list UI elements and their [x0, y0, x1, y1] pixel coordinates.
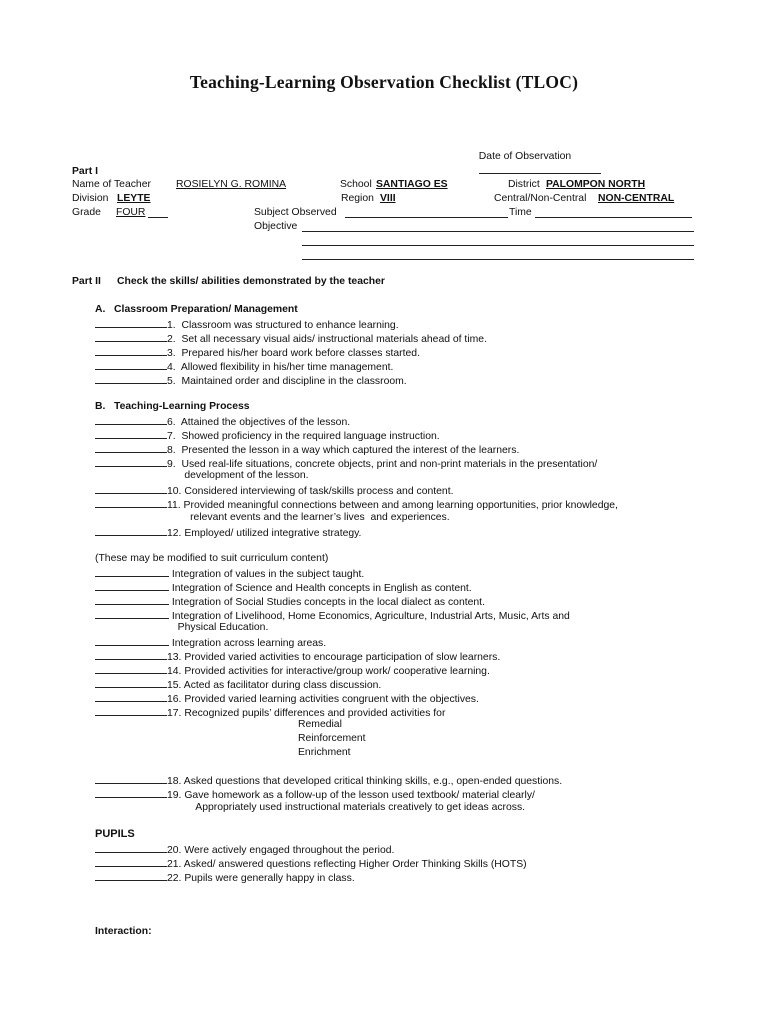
integration-item-continuation: Physical Education.	[169, 622, 269, 633]
check-blank[interactable]	[95, 870, 167, 881]
integration-item: Integration across learning areas.	[95, 635, 326, 650]
checklist-item: 21. Asked/ answered questions reflecting Higher Order Thinking Skills (HOTS)	[95, 856, 527, 871]
checklist-item: 4. Allowed flexibility in his/her time management.	[95, 359, 393, 374]
check-blank[interactable]	[95, 331, 167, 342]
region-value: VIII	[380, 193, 396, 204]
school-label: School	[340, 179, 372, 190]
checklist-item-continuation: Appropriately used instructional materials creatively to get ideas across.	[167, 802, 526, 813]
objective-field-3[interactable]	[302, 259, 694, 260]
central-value: NON-CENTRAL	[598, 193, 675, 204]
check-blank[interactable]	[95, 649, 167, 660]
check-blank[interactable]	[95, 580, 169, 591]
grade-label: Grade	[72, 207, 101, 218]
section-a-heading: A. Classroom Preparation/ Management	[95, 304, 298, 315]
central-label: Central/Non-Central	[494, 193, 587, 204]
school-value: SANTIAGO ES	[376, 179, 448, 190]
check-blank[interactable]	[95, 787, 167, 798]
sub-activity-enrichment: Enrichment	[298, 747, 351, 758]
part1-heading: Part I	[72, 166, 98, 177]
checklist-item: 13. Provided varied activities to encourage participation of slow learners.	[95, 649, 500, 664]
checklist-item-continuation: relevant events and the learner’s lives and experiences.	[167, 512, 450, 523]
check-blank[interactable]	[95, 842, 167, 853]
checklist-item: 10. Considered interviewing of task/skills process and content.	[95, 483, 453, 498]
check-blank[interactable]	[95, 566, 169, 577]
date-field[interactable]	[479, 163, 601, 174]
subject-field[interactable]	[345, 217, 508, 218]
date-of-observation	[473, 137, 601, 178]
checklist-item: 9. Used real-life situations, concrete objects, print and non-print materials in the presentation/	[95, 456, 597, 471]
interaction-heading: Interaction:	[95, 926, 152, 937]
district-value: PALOMPON NORTH	[546, 179, 646, 190]
document-title: Teaching-Learning Observation Checklist (TLOC)	[189, 72, 579, 92]
check-blank[interactable]	[95, 608, 169, 619]
objective-label: Objective	[254, 221, 298, 232]
checklist-item: 2. Set all necessary visual aids/ instructional materials ahead of time.	[95, 331, 487, 346]
check-blank[interactable]	[95, 456, 167, 467]
region-label: Region	[341, 193, 374, 204]
check-blank[interactable]	[95, 663, 167, 674]
checklist-item: 15. Acted as facilitator during class discussion.	[95, 677, 381, 692]
grade-value: FOUR	[116, 207, 146, 218]
checklist-item: 22. Pupils were generally happy in class.	[95, 870, 355, 885]
integration-item: Integration of Social Studies concepts in the local dialect as content.	[95, 594, 485, 609]
checklist-item: 14. Provided activities for interactive/group work/ cooperative learning.	[95, 663, 490, 678]
part2-label: Part II	[72, 276, 101, 287]
checklist-item: 11. Provided meaningful connections between and among learning opportunities, prior knowledge,	[95, 497, 618, 512]
checklist-item: 7. Showed proficiency in the required language instruction.	[95, 428, 440, 443]
sub-activity-reinforcement: Reinforcement	[298, 733, 366, 744]
check-blank[interactable]	[95, 525, 167, 536]
objective-field-1[interactable]	[302, 231, 694, 232]
time-field[interactable]	[535, 217, 692, 218]
teacher-label: Name of Teacher	[72, 179, 151, 190]
checklist-item: 3. Prepared his/her board work before classes started.	[95, 345, 420, 360]
check-blank[interactable]	[95, 497, 167, 508]
integration-item: Integration of Livelihood, Home Economics, Agriculture, Industrial Arts, Music, Arts and	[95, 608, 570, 623]
checklist-item: 18. Asked questions that developed critical thinking skills, e.g., open-ended questions.	[95, 773, 562, 788]
checklist-item: 16. Provided varied learning activities congruent with the objectives.	[95, 691, 479, 706]
date-label: Date of Observation	[478, 151, 572, 162]
section-b-heading: B. Teaching-Learning Process	[95, 401, 250, 412]
check-blank[interactable]	[95, 317, 167, 328]
division-label: Division	[72, 193, 109, 204]
integration-item: Integration of Science and Health concepts in English as content.	[95, 580, 472, 595]
checklist-item: 17. Recognized pupils’ differences and provided activities for	[95, 705, 445, 720]
check-blank[interactable]	[95, 856, 167, 867]
checklist-item: 8. Presented the lesson in a way which captured the interest of the learners.	[95, 442, 519, 457]
checklist-item: 20. Were actively engaged throughout the period.	[95, 842, 394, 857]
check-blank[interactable]	[95, 691, 167, 702]
division-value: LEYTE	[117, 193, 151, 204]
checklist-item: 12. Employed/ utilized integrative strategy.	[95, 525, 361, 540]
checklist-item-continuation: development of the lesson.	[167, 470, 309, 481]
objective-field-2[interactable]	[302, 245, 694, 246]
check-blank[interactable]	[95, 677, 167, 688]
sub-activity-remedial: Remedial	[298, 719, 342, 730]
check-blank[interactable]	[95, 773, 167, 784]
check-blank[interactable]	[95, 414, 167, 425]
check-blank[interactable]	[95, 594, 169, 605]
district-label: District	[508, 179, 540, 190]
check-blank[interactable]	[95, 345, 167, 356]
part2-instruction: Check the skills/ abilities demonstrated by the teacher	[117, 276, 385, 287]
subject-label: Subject Observed	[254, 207, 337, 218]
check-blank[interactable]	[95, 442, 167, 453]
checklist-item: 1. Classroom was structured to enhance learning.	[95, 317, 399, 332]
check-blank[interactable]	[95, 428, 167, 439]
check-blank[interactable]	[95, 373, 167, 384]
grade-underline	[148, 217, 168, 218]
integration-item: Integration of values in the subject taught.	[95, 566, 364, 581]
teacher-value: ROSIELYN G. ROMINA	[176, 179, 287, 190]
check-blank[interactable]	[95, 705, 167, 716]
modified-note: (These may be modified to suit curriculum content)	[95, 553, 329, 564]
check-blank[interactable]	[95, 359, 167, 370]
check-blank[interactable]	[95, 635, 169, 646]
checklist-item: 5. Maintained order and discipline in the classroom.	[95, 373, 407, 388]
checklist-item: 19. Gave homework as a follow-up of the lesson used textbook/ material clearly/	[95, 787, 535, 802]
check-blank[interactable]	[95, 483, 167, 494]
checklist-item: 6. Attained the objectives of the lesson.	[95, 414, 350, 429]
pupils-heading: PUPILS	[95, 828, 135, 840]
time-label: Time	[509, 207, 532, 218]
